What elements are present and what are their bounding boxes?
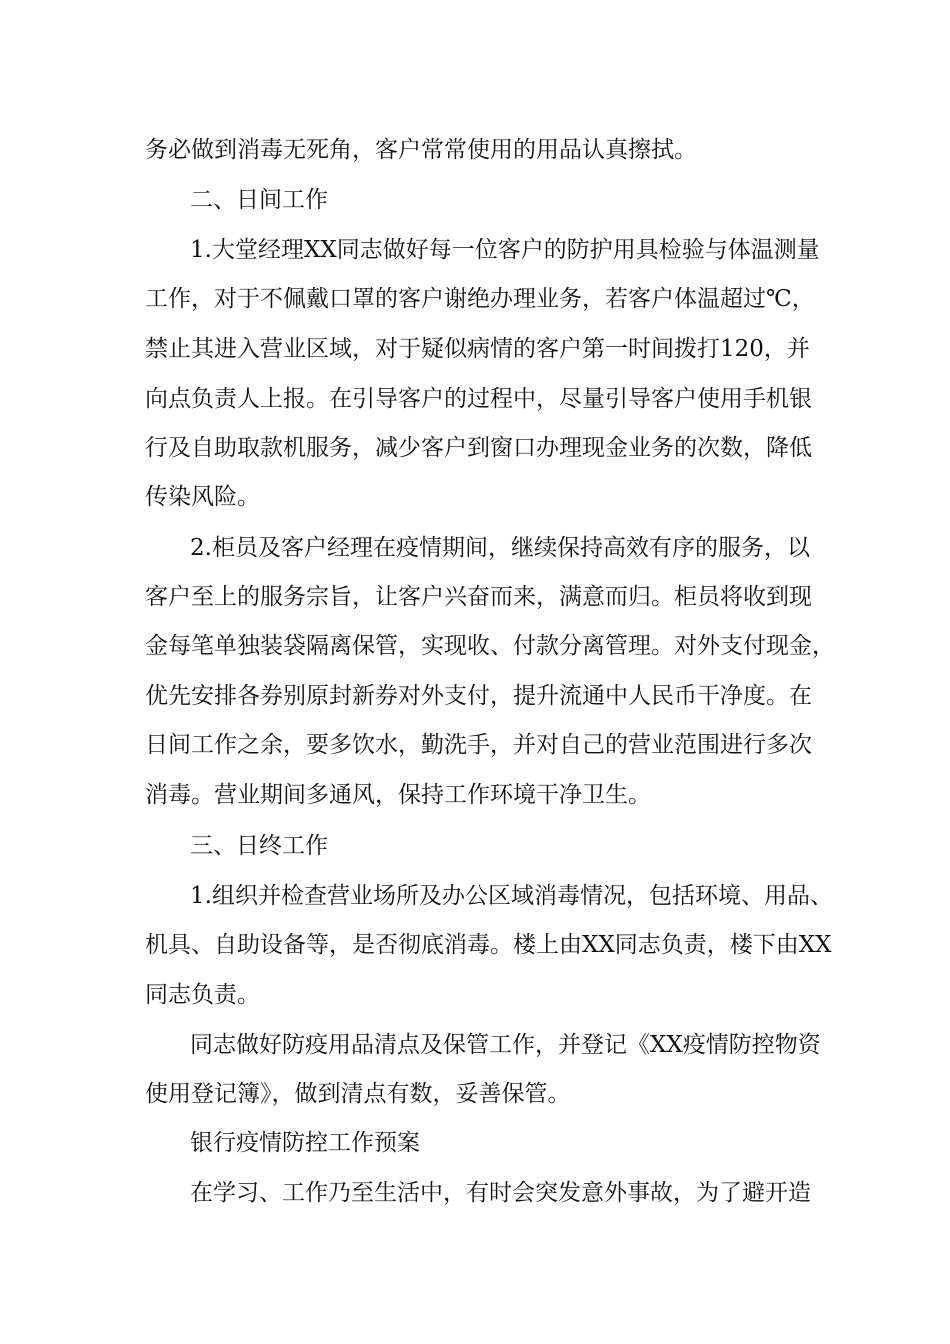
text-line: 工作，对于不佩戴口罩的客户谢绝办理业务，若客户体温超过℃， (145, 286, 815, 312)
text-line: 日间工作之余，要多饮水，勤洗手，并对自己的营业范围进行多次 (145, 732, 812, 758)
text-line: 向点负责人上报。在引导客户的过程中，尽量引导客户使用手机银 (145, 386, 812, 412)
text-line: 在学习、工作乃至生活中，有时会突发意外事故，为了避开造 (190, 1180, 811, 1206)
text-line: 金每笔单独装袋隔离保管，实现收、付款分离管理。对外支付现金， (145, 633, 835, 659)
text-line: 1.大堂经理XX同志做好每一位客户的防护用具检验与体温测量 (190, 237, 820, 263)
text-line: 禁止其进入营业区域，对于疑似病情的客户第一时间拨打120，并 (145, 336, 810, 362)
text-line: 同志做好防疫用品清点及保管工作，并登记《XX疫情防控物资 (190, 1032, 821, 1058)
section-heading: 三、日终工作 (190, 833, 328, 859)
text-line: 优先安排各券别原封新券对外支付，提升流通中人民币干净度。在 (145, 683, 812, 709)
text-line: 机具、自助设备等，是否彻底消毒。楼上由XX同志负责，楼下由XX (145, 932, 832, 958)
text-line: 1.组织并检查营业场所及办公区域消毒情况，包括环境、用品、 (190, 883, 833, 909)
text-line: 消毒。营业期间多通风，保持工作环境干净卫生。 (145, 782, 651, 808)
document-title: 银行疫情防控工作预案 (190, 1130, 420, 1156)
section-heading: 二、日间工作 (190, 187, 328, 213)
text-line: 客户至上的服务宗旨，让客户兴奋而来，满意而归。柜员将收到现 (145, 584, 812, 610)
text-line: 2.柜员及客户经理在疫情期间，继续保持高效有序的服务，以 (190, 535, 810, 561)
text-line: 使用登记簿》，做到清点有数，妥善保管。 (145, 1081, 571, 1107)
text-line: 同志负责。 (145, 982, 260, 1008)
text-line: 传染风险。 (145, 484, 260, 510)
text-line: 务必做到消毒无死角，客户常常使用的用品认真擦拭。 (145, 137, 697, 163)
text-line: 行及自助取款机服务，减少客户到窗口办理现金业务的次数，降低 (145, 435, 812, 461)
